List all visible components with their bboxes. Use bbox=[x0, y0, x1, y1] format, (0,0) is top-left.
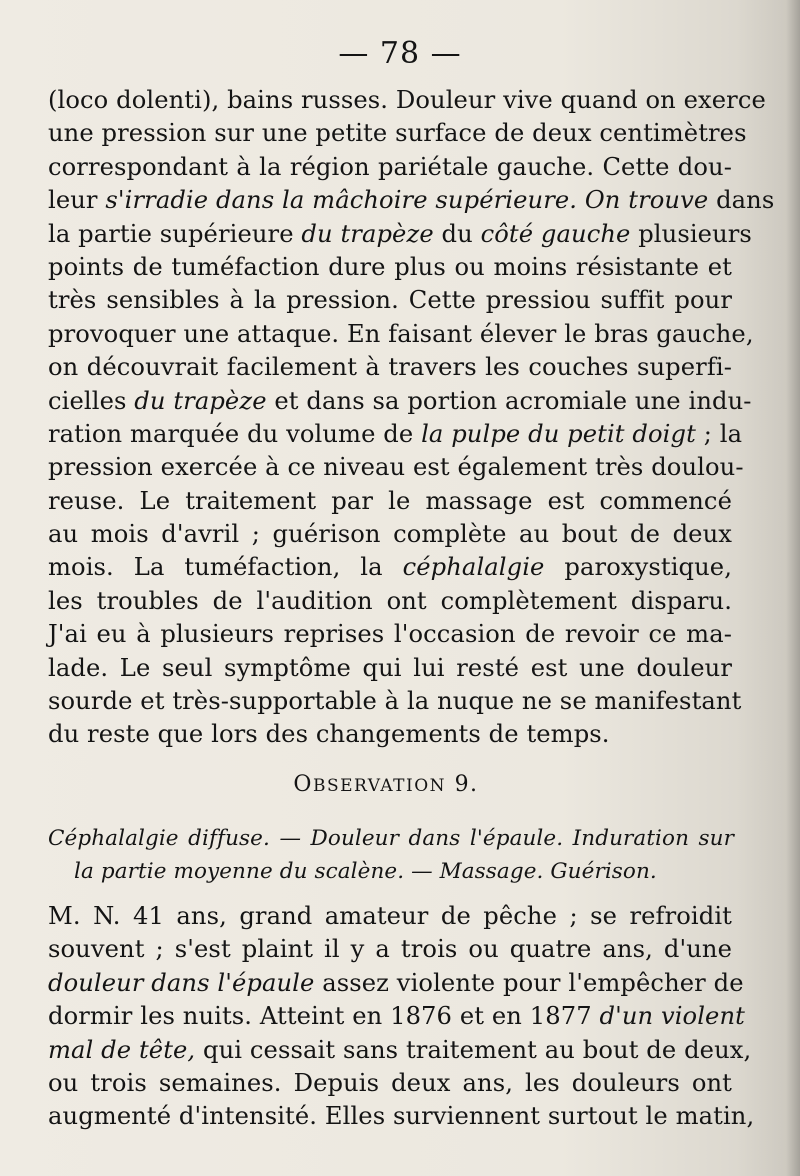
observation-heading bbox=[0, 772, 772, 797]
text-line bbox=[48, 685, 742, 718]
text-run: leur bbox=[48, 186, 106, 215]
text-run: ; la bbox=[695, 419, 743, 448]
text-line bbox=[48, 84, 766, 117]
text-run: M. N. 41 ans, grand amateur de pêche ; se refroidit bbox=[48, 902, 732, 930]
heading-number: 9. bbox=[454, 772, 479, 797]
text-line bbox=[48, 900, 732, 933]
text-run: J'ai eu à plusieurs reprises l'occasion de revoir ce ma- bbox=[48, 620, 732, 649]
text-run: lade. Le seul symptôme qui lui resté est une douleur bbox=[48, 653, 732, 682]
text-line bbox=[48, 117, 747, 150]
text-line bbox=[48, 718, 732, 751]
text-line bbox=[48, 1034, 752, 1067]
italic-text: du trapèze bbox=[134, 386, 267, 415]
text-run: mois. La tuméfaction, la bbox=[48, 553, 403, 582]
summary-line: la partie moyenne du scalène. — Massage. Guérison. bbox=[74, 859, 657, 884]
text-run: reuse. Le traitement par le massage est commencé bbox=[48, 486, 732, 515]
italic-text: s'irradie dans la mâchoire supérieure. bbox=[105, 186, 578, 215]
text-line bbox=[48, 418, 743, 451]
text-run: très sensibles à la pression. Cette pressiou suffit pour bbox=[48, 286, 732, 315]
text-line bbox=[48, 318, 754, 351]
text-run: pression exercée à ce niveau est également très doulou- bbox=[48, 453, 744, 482]
text-run: la partie supérieure bbox=[48, 219, 302, 248]
text-run: dormir les nuits. Atteint en 1876 et en 1877 bbox=[48, 1002, 600, 1031]
italic-text: d'un violent bbox=[599, 1002, 745, 1031]
text-line bbox=[48, 151, 732, 184]
text-line bbox=[48, 652, 732, 685]
text-line bbox=[48, 351, 732, 384]
paragraph-observation-9 bbox=[48, 900, 755, 1134]
text-line bbox=[48, 551, 732, 584]
text-run: et dans sa portion acromiale une indu- bbox=[266, 386, 752, 415]
observation-summary bbox=[48, 822, 734, 888]
italic-text: céphalalgie bbox=[402, 553, 545, 582]
text-run: assez violente pour l'empêcher de bbox=[314, 968, 744, 997]
text-run: du bbox=[433, 219, 481, 248]
text-run: cielles bbox=[48, 386, 135, 415]
text-run: (loco dolenti), bains russes. Douleur vive quand on exerce bbox=[48, 86, 766, 114]
text-run: augmenté d'intensité. Elles surviennent surtout le matin, bbox=[48, 1102, 755, 1131]
text-run bbox=[577, 186, 585, 214]
text-run: ou trois semaines. Depuis deux ans, les douleurs ont bbox=[48, 1068, 732, 1097]
italic-text: On trouve bbox=[584, 186, 709, 215]
heading-initial: O bbox=[293, 772, 313, 797]
page-number: — 78 — bbox=[338, 36, 462, 71]
text-line bbox=[48, 933, 732, 966]
text-run: ration marquée du volume de bbox=[48, 419, 422, 448]
text-run: paroxystique, bbox=[544, 553, 732, 582]
text-run: souvent ; s'est plaint il y a trois ou quatre ans, d'une bbox=[48, 935, 732, 964]
text-line bbox=[48, 485, 732, 518]
text-line bbox=[48, 1067, 732, 1100]
text-line bbox=[48, 967, 744, 1000]
text-line bbox=[48, 518, 732, 551]
text-run: du reste que lors des changements de temps. bbox=[48, 720, 610, 749]
text-run: les troubles de l'audition ont complètement disparu. bbox=[48, 586, 732, 615]
text-run: sourde et très-supportable à la nuque ne se manifestant bbox=[48, 687, 742, 716]
text-run: dans bbox=[708, 186, 775, 215]
italic-text: la pulpe du petit doigt bbox=[421, 419, 696, 448]
italic-text: mal de tête, bbox=[48, 1035, 196, 1064]
paragraph-case-description bbox=[48, 84, 775, 752]
text-line bbox=[48, 618, 732, 651]
italic-text: du trapèze bbox=[301, 219, 434, 248]
text-run: points de tuméfaction dure plus ou moins résistante et bbox=[48, 252, 732, 281]
text-line bbox=[48, 251, 732, 284]
text-run: provoquer une attaque. En faisant élever le bras gauche, bbox=[48, 319, 754, 348]
text-run: plusieurs bbox=[630, 219, 752, 248]
text-line bbox=[48, 218, 752, 251]
text-line bbox=[48, 1100, 755, 1133]
text-line bbox=[48, 1000, 745, 1033]
text-line bbox=[48, 451, 744, 484]
summary-line: Céphalalgie diffuse. — Douleur dans l'épaule. Induration sur bbox=[48, 826, 734, 851]
italic-text: douleur dans l'épaule bbox=[48, 968, 315, 997]
text-run: une pression sur une petite surface de deux centimètres bbox=[48, 119, 747, 148]
italic-text: côté gauche bbox=[480, 219, 631, 248]
text-run: au mois d'avril ; guérison complète au bout de deux bbox=[48, 520, 732, 549]
page-binding-shadow bbox=[786, 0, 800, 1176]
text-run: on découvrait facilement à travers les couches superfi- bbox=[48, 353, 732, 382]
text-run: correspondant à la région pariétale gauche. Cette dou- bbox=[48, 152, 732, 181]
text-line bbox=[48, 385, 752, 418]
text-run: qui cessait sans traitement au bout de deux, bbox=[195, 1035, 752, 1064]
heading-smallcaps: BSERVATION bbox=[312, 776, 447, 796]
text-line bbox=[48, 585, 732, 618]
text-line bbox=[48, 284, 732, 317]
text-line bbox=[48, 184, 775, 217]
